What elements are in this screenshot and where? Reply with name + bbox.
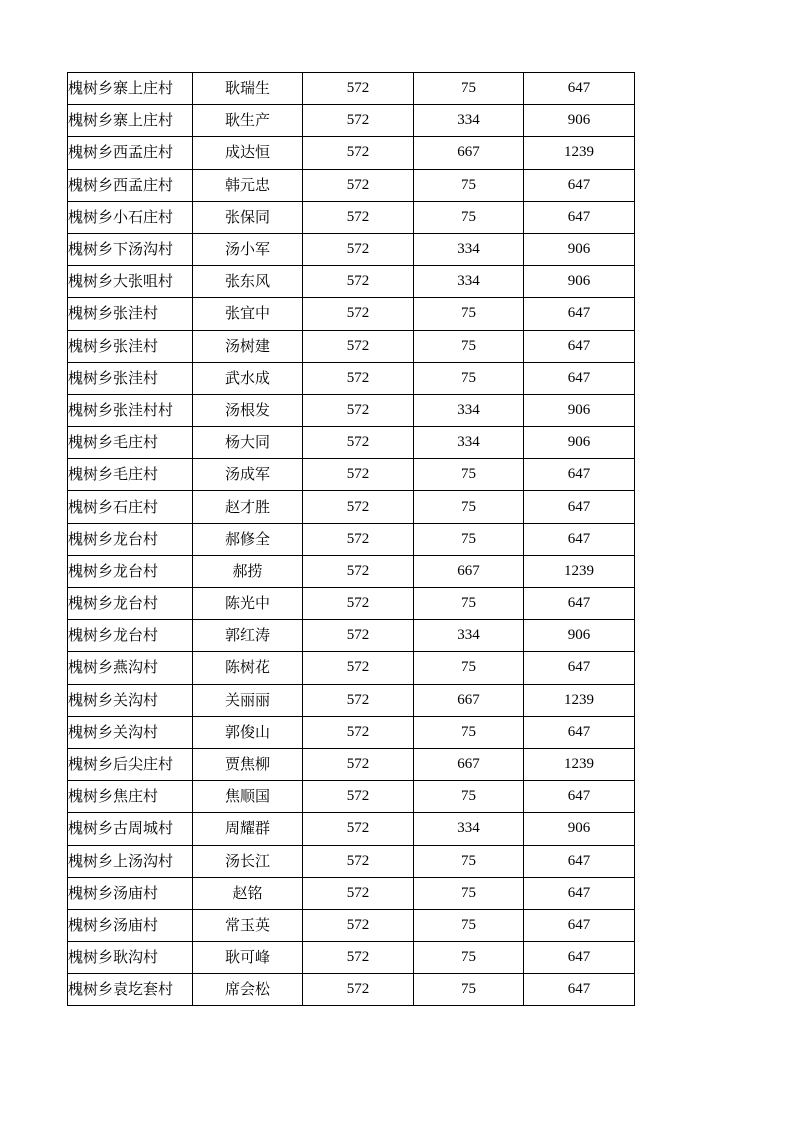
data-table	[67, 72, 635, 1006]
total-cell: 647	[524, 459, 635, 491]
village-cell: 槐树乡寨上庄村	[68, 73, 193, 105]
person-name-cell: 关丽丽	[193, 684, 303, 716]
table-row	[68, 394, 635, 426]
table-row	[68, 942, 635, 974]
village-cell: 槐树乡毛庄村	[68, 459, 193, 491]
person-name-cell: 汤小军	[193, 233, 303, 265]
table-row	[68, 781, 635, 813]
amount-b-cell: 75	[414, 201, 524, 233]
total-cell: 906	[524, 620, 635, 652]
total-cell: 1239	[524, 555, 635, 587]
total-cell: 906	[524, 266, 635, 298]
person-name-cell: 陈树花	[193, 652, 303, 684]
person-name-cell: 焦顺国	[193, 781, 303, 813]
person-name-cell: 武水成	[193, 362, 303, 394]
amount-b-cell: 75	[414, 298, 524, 330]
amount-a-cell: 572	[303, 394, 414, 426]
table-row	[68, 201, 635, 233]
village-cell: 槐树乡西孟庄村	[68, 169, 193, 201]
amount-a-cell: 572	[303, 652, 414, 684]
amount-b-cell: 75	[414, 652, 524, 684]
person-name-cell: 赵铭	[193, 877, 303, 909]
total-cell: 647	[524, 974, 635, 1006]
amount-a-cell: 572	[303, 233, 414, 265]
amount-b-cell: 75	[414, 877, 524, 909]
total-cell: 906	[524, 105, 635, 137]
person-name-cell: 成达恒	[193, 137, 303, 169]
village-cell: 槐树乡古周城村	[68, 813, 193, 845]
table-row	[68, 684, 635, 716]
amount-a-cell: 572	[303, 201, 414, 233]
amount-b-cell: 667	[414, 748, 524, 780]
amount-b-cell: 334	[414, 427, 524, 459]
amount-b-cell: 667	[414, 684, 524, 716]
table-row	[68, 169, 635, 201]
person-name-cell: 汤长江	[193, 845, 303, 877]
table-body	[68, 73, 635, 1006]
total-cell: 1239	[524, 684, 635, 716]
person-name-cell: 席会松	[193, 974, 303, 1006]
table-row	[68, 974, 635, 1006]
person-name-cell: 杨大同	[193, 427, 303, 459]
total-cell: 647	[524, 169, 635, 201]
village-cell: 槐树乡汤庙村	[68, 909, 193, 941]
person-name-cell: 张东风	[193, 266, 303, 298]
table-row	[68, 588, 635, 620]
total-cell: 1239	[524, 137, 635, 169]
total-cell: 906	[524, 233, 635, 265]
village-cell: 槐树乡龙台村	[68, 555, 193, 587]
village-cell: 槐树乡龙台村	[68, 588, 193, 620]
village-cell: 槐树乡龙台村	[68, 523, 193, 555]
amount-a-cell: 572	[303, 362, 414, 394]
amount-a-cell: 572	[303, 845, 414, 877]
total-cell: 647	[524, 877, 635, 909]
village-cell: 槐树乡张洼村	[68, 298, 193, 330]
amount-a-cell: 572	[303, 813, 414, 845]
amount-a-cell: 572	[303, 781, 414, 813]
table-row	[68, 105, 635, 137]
total-cell: 647	[524, 588, 635, 620]
amount-b-cell: 75	[414, 781, 524, 813]
village-cell: 槐树乡大张咀村	[68, 266, 193, 298]
person-name-cell: 赵才胜	[193, 491, 303, 523]
total-cell: 647	[524, 491, 635, 523]
amount-b-cell: 75	[414, 459, 524, 491]
amount-a-cell: 572	[303, 748, 414, 780]
table-row	[68, 909, 635, 941]
amount-a-cell: 572	[303, 298, 414, 330]
total-cell: 647	[524, 201, 635, 233]
amount-a-cell: 572	[303, 909, 414, 941]
total-cell: 647	[524, 523, 635, 555]
amount-b-cell: 334	[414, 620, 524, 652]
amount-a-cell: 572	[303, 330, 414, 362]
person-name-cell: 陈光中	[193, 588, 303, 620]
village-cell: 槐树乡张洼村	[68, 330, 193, 362]
table-row	[68, 266, 635, 298]
amount-a-cell: 572	[303, 427, 414, 459]
amount-a-cell: 572	[303, 169, 414, 201]
person-name-cell: 郝捞	[193, 555, 303, 587]
person-name-cell: 常玉英	[193, 909, 303, 941]
amount-b-cell: 75	[414, 73, 524, 105]
village-cell: 槐树乡关沟村	[68, 716, 193, 748]
total-cell: 906	[524, 394, 635, 426]
person-name-cell: 郭红涛	[193, 620, 303, 652]
amount-a-cell: 572	[303, 588, 414, 620]
person-name-cell: 张宜中	[193, 298, 303, 330]
total-cell: 647	[524, 942, 635, 974]
amount-b-cell: 75	[414, 169, 524, 201]
table-row	[68, 813, 635, 845]
total-cell: 647	[524, 362, 635, 394]
amount-b-cell: 75	[414, 523, 524, 555]
person-name-cell: 汤根发	[193, 394, 303, 426]
amount-b-cell: 667	[414, 555, 524, 587]
table-row	[68, 555, 635, 587]
village-cell: 槐树乡张洼村村	[68, 394, 193, 426]
total-cell: 647	[524, 73, 635, 105]
amount-a-cell: 572	[303, 523, 414, 555]
amount-a-cell: 572	[303, 684, 414, 716]
village-cell: 槐树乡下汤沟村	[68, 233, 193, 265]
amount-a-cell: 572	[303, 942, 414, 974]
table-row	[68, 716, 635, 748]
amount-a-cell: 572	[303, 620, 414, 652]
total-cell: 647	[524, 298, 635, 330]
person-name-cell: 贾焦柳	[193, 748, 303, 780]
village-cell: 槐树乡龙台村	[68, 620, 193, 652]
total-cell: 647	[524, 781, 635, 813]
amount-b-cell: 75	[414, 974, 524, 1006]
person-name-cell: 耿生产	[193, 105, 303, 137]
table-row	[68, 137, 635, 169]
table-row	[68, 652, 635, 684]
table-row	[68, 845, 635, 877]
village-cell: 槐树乡毛庄村	[68, 427, 193, 459]
table-row	[68, 620, 635, 652]
village-cell: 槐树乡耿沟村	[68, 942, 193, 974]
table-row	[68, 362, 635, 394]
village-cell: 槐树乡西孟庄村	[68, 137, 193, 169]
person-name-cell: 耿瑞生	[193, 73, 303, 105]
amount-a-cell: 572	[303, 491, 414, 523]
amount-a-cell: 572	[303, 555, 414, 587]
amount-a-cell: 572	[303, 105, 414, 137]
amount-b-cell: 667	[414, 137, 524, 169]
table-row	[68, 459, 635, 491]
person-name-cell: 汤树建	[193, 330, 303, 362]
amount-a-cell: 572	[303, 877, 414, 909]
person-name-cell: 耿可峰	[193, 942, 303, 974]
amount-a-cell: 572	[303, 266, 414, 298]
village-cell: 槐树乡后尖庄村	[68, 748, 193, 780]
table-row	[68, 523, 635, 555]
person-name-cell: 郭俊山	[193, 716, 303, 748]
amount-b-cell: 75	[414, 491, 524, 523]
amount-b-cell: 75	[414, 942, 524, 974]
amount-b-cell: 334	[414, 233, 524, 265]
amount-a-cell: 572	[303, 716, 414, 748]
table-row	[68, 427, 635, 459]
amount-b-cell: 334	[414, 394, 524, 426]
village-cell: 槐树乡关沟村	[68, 684, 193, 716]
table-row	[68, 233, 635, 265]
village-cell: 槐树乡小石庄村	[68, 201, 193, 233]
total-cell: 647	[524, 652, 635, 684]
amount-a-cell: 572	[303, 73, 414, 105]
total-cell: 906	[524, 813, 635, 845]
amount-b-cell: 334	[414, 105, 524, 137]
amount-b-cell: 75	[414, 588, 524, 620]
total-cell: 906	[524, 427, 635, 459]
village-cell: 槐树乡寨上庄村	[68, 105, 193, 137]
village-cell: 槐树乡汤庙村	[68, 877, 193, 909]
amount-a-cell: 572	[303, 137, 414, 169]
table-row	[68, 748, 635, 780]
village-cell: 槐树乡张洼村	[68, 362, 193, 394]
total-cell: 647	[524, 909, 635, 941]
amount-a-cell: 572	[303, 459, 414, 491]
total-cell: 647	[524, 845, 635, 877]
amount-b-cell: 75	[414, 909, 524, 941]
village-cell: 槐树乡石庄村	[68, 491, 193, 523]
total-cell: 647	[524, 716, 635, 748]
amount-a-cell: 572	[303, 974, 414, 1006]
village-cell: 槐树乡袁圪套村	[68, 974, 193, 1006]
person-name-cell: 周耀群	[193, 813, 303, 845]
amount-b-cell: 334	[414, 813, 524, 845]
total-cell: 1239	[524, 748, 635, 780]
amount-b-cell: 75	[414, 845, 524, 877]
table-row	[68, 73, 635, 105]
person-name-cell: 郝修全	[193, 523, 303, 555]
amount-b-cell: 75	[414, 330, 524, 362]
village-cell: 槐树乡上汤沟村	[68, 845, 193, 877]
amount-b-cell: 75	[414, 716, 524, 748]
person-name-cell: 汤成军	[193, 459, 303, 491]
amount-b-cell: 75	[414, 362, 524, 394]
person-name-cell: 张保同	[193, 201, 303, 233]
table-row	[68, 330, 635, 362]
village-cell: 槐树乡燕沟村	[68, 652, 193, 684]
table-row	[68, 491, 635, 523]
person-name-cell: 韩元忠	[193, 169, 303, 201]
table-row	[68, 298, 635, 330]
total-cell: 647	[524, 330, 635, 362]
table-row	[68, 877, 635, 909]
village-cell: 槐树乡焦庄村	[68, 781, 193, 813]
amount-b-cell: 334	[414, 266, 524, 298]
